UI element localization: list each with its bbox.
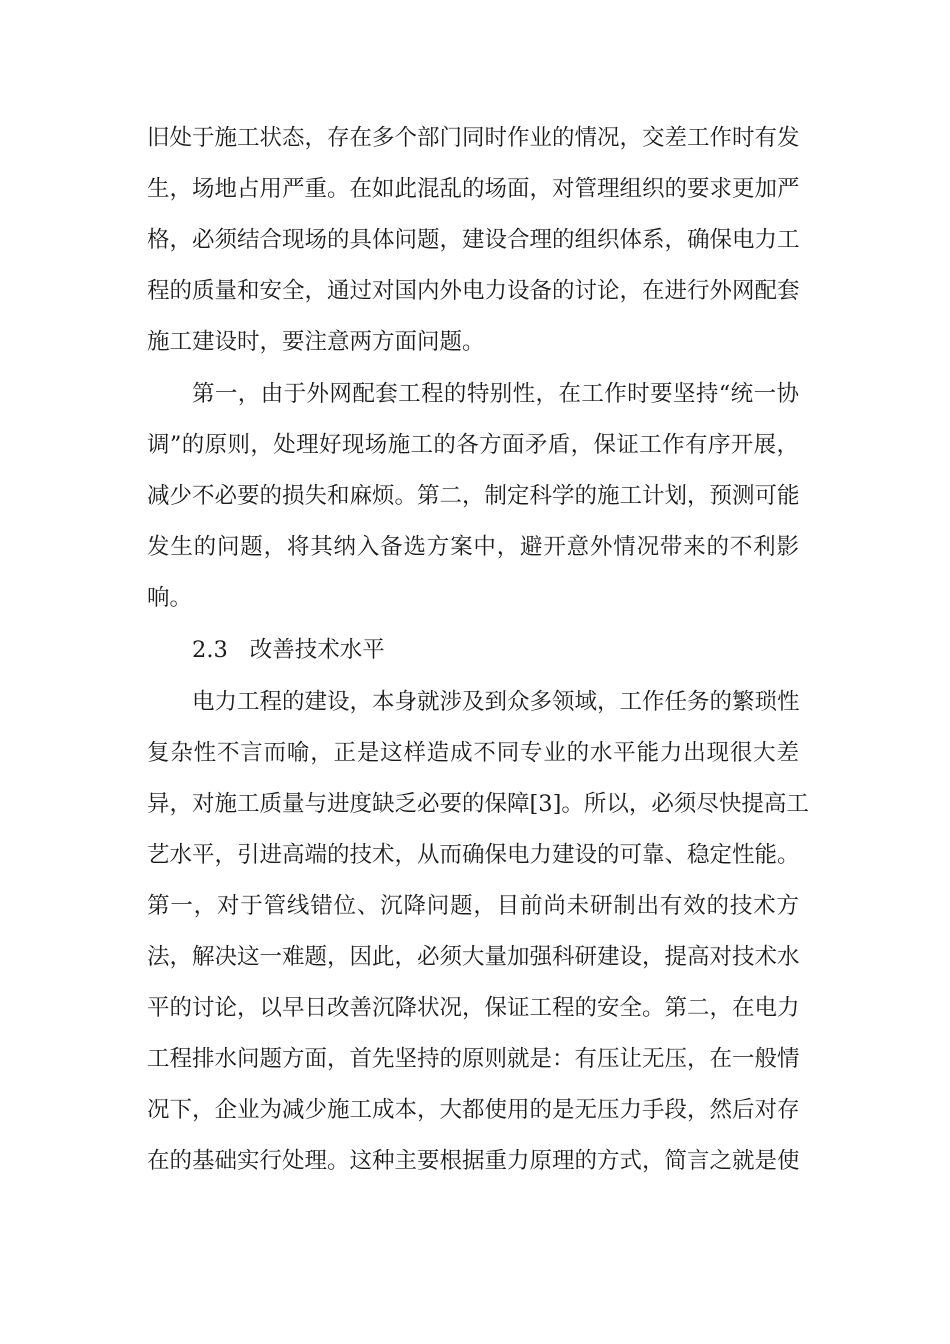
paragraph-1-line-4: 程的质量和安全，通过对国内外电力设备的讨论，在进行外网配套 (147, 278, 800, 304)
paragraph-3-line-9: 况下，企业为减少施工成本，大都使用的是无压力手段，然后对存 (147, 1097, 800, 1123)
paragraph-2-line-4: 发生的问题，将其纳入备选方案中，避开意外情况带来的不利影 (147, 534, 799, 560)
paragraph-3-line-2: 复杂性不言而喻，正是这样造成不同专业的水平能力出现很大差 (147, 740, 799, 766)
section-heading-number: 2.3 (192, 637, 228, 663)
paragraph-2-line-5: 响。 (147, 585, 193, 611)
section-heading-title: 改善技术水平 (249, 637, 385, 663)
paragraph-1-line-5: 施工建设时，要注意两方面问题。 (147, 329, 485, 355)
paragraph-3-line-4: 艺水平，引进高端的技术，从而确保电力建设的可靠、稳定性能。 (147, 842, 800, 868)
paragraph-3-line-10: 在的基础实行处理。这种主要根据重力原理的方式，简言之就是使 (147, 1148, 800, 1174)
paragraph-3-line-8: 工程排水问题方面，首先坚持的原则就是：有压让无压，在一般情 (147, 1046, 800, 1072)
paragraph-3-line-3: 异，对施工质量与进度缺乏必要的保障[3]。所以，必须尽快提高工 (147, 791, 809, 817)
paragraph-2-line-1: 第一，由于外网配套工程的特别性，在工作时要坚持“统一协 (192, 381, 799, 407)
paragraph-3-line-1: 电力工程的建设，本身就涉及到众多领域，工作任务的繁琐性 (192, 689, 800, 715)
paragraph-3-line-6: 法，解决这一难题，因此，必须大量加强科研建设，提高对技术水 (147, 944, 800, 970)
paragraph-1-line-1: 旧处于施工状态，存在多个部门同时作业的情况，交差工作时有发 (147, 125, 800, 151)
paragraph-1-line-3: 格，必须结合现场的具体问题，建设合理的组织体系，确保电力工 (147, 227, 800, 253)
paragraph-3-line-5: 第一，对于管线错位、沉降问题，目前尚未研制出有效的技术方 (147, 893, 799, 919)
section-heading (192, 630, 799, 670)
paragraph-2-line-3: 减少不必要的损失和麻烦。第二，制定科学的施工计划，预测可能 (147, 483, 800, 509)
paragraph-3-line-7: 平的讨论，以早日改善沉降状况，保证工程的安全。第二，在电力 (147, 995, 800, 1021)
paragraph-2-line-2: 调”的原则，处理好现场施工的各方面矛盾，保证工作有序开展， (147, 432, 799, 458)
paragraph-1-line-2: 生，场地占用严重。在如此混乱的场面，对管理组织的要求更加严 (147, 176, 800, 202)
